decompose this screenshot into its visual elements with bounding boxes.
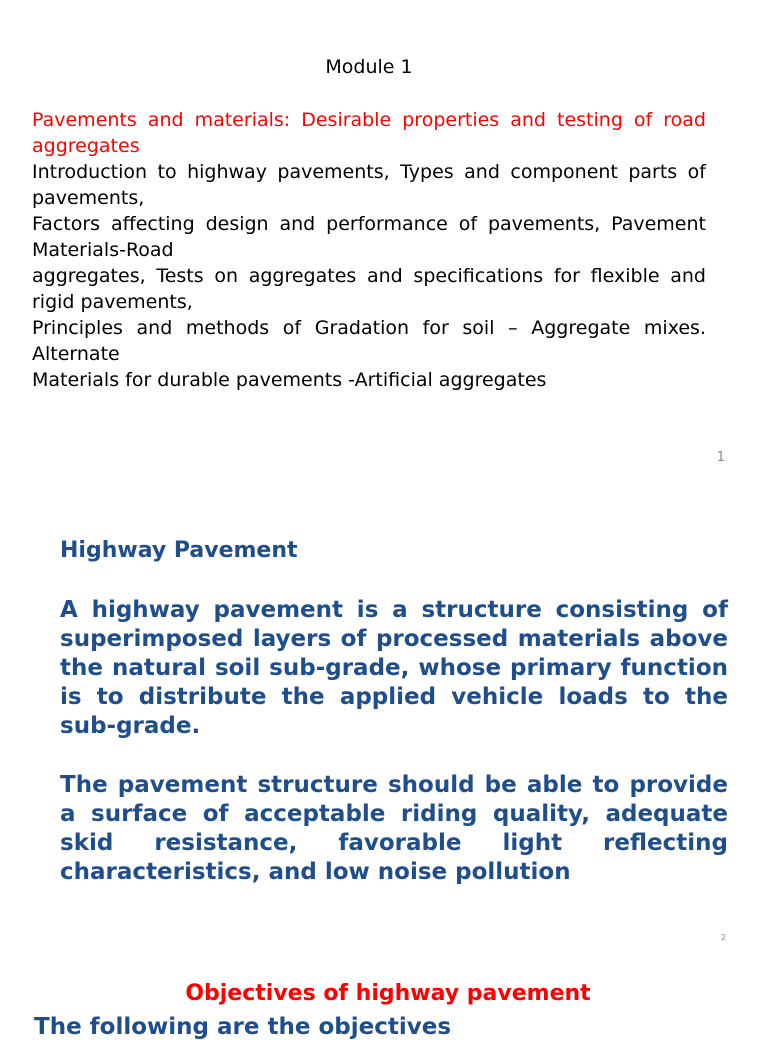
slide-heading: Objectives of highway pavement: [185, 981, 591, 1006]
definition-paragraph: A highway pavement is a structure consisting of superimposed layers of processed materials above the natural soil sub-grade, whose primary function is to distribute the applied vehicle loads to the sub-grade.: [60, 597, 728, 739]
syllabus-line: Principles and methods of Gradation for soil – Aggregate mixes. Alternate: [32, 317, 706, 365]
syllabus-line: aggregates, Tests on aggregates and specifications for flexible and rigid pavements,: [32, 265, 706, 313]
slide-page-number: 1: [716, 450, 725, 465]
slide-module-1: [0, 0, 768, 480]
slide-highway-pavement: [0, 480, 768, 950]
module-title: Module 1: [325, 56, 413, 78]
structure-paragraph: The pavement structure should be able to provide a surface of acceptable riding quality, adequate skid resistance, favorable light reflecting characteristics, and low noise pollution: [60, 772, 728, 885]
slide-objectives: [0, 950, 768, 1040]
partial-text-line: The following are the objectives: [34, 1014, 452, 1040]
syllabus-line: Factors affecting design and performance of pavements, Pavement Materials-Road: [32, 213, 706, 261]
syllabus-line: Introduction to highway pavements, Types and component parts of pavements,: [32, 161, 706, 209]
syllabus-line: Materials for durable pavements -Artificial aggregates: [32, 369, 547, 391]
syllabus-highlight: Pavements and materials: Desirable properties and testing of road aggregates: [32, 109, 706, 157]
slide-page-number: 2: [720, 933, 726, 942]
slide-heading: Highway Pavement: [60, 538, 298, 563]
syllabus-body: [32, 107, 706, 393]
